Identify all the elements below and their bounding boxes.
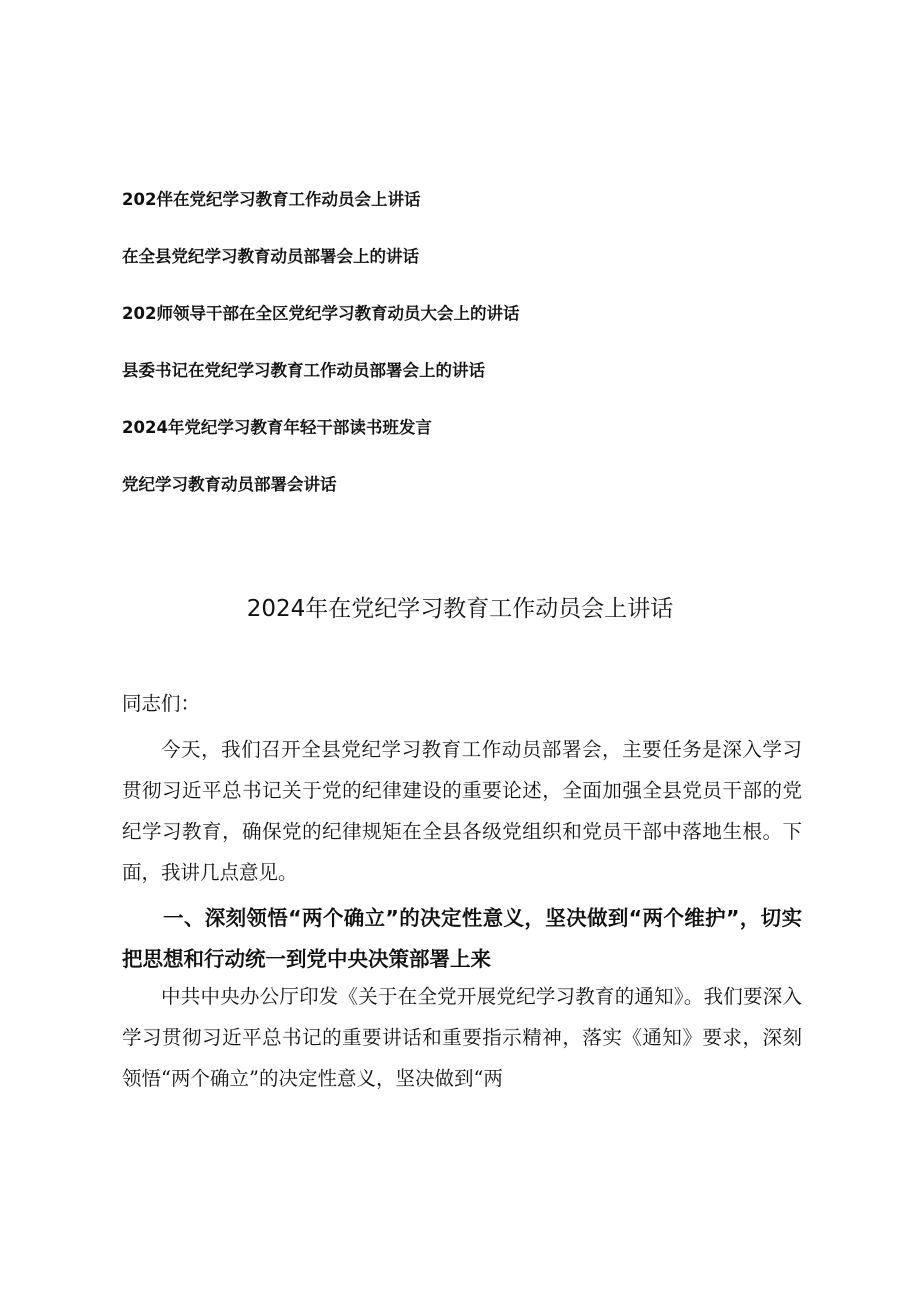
body-paragraph: 中共中央办公厅印发《关于在全党开展党纪学习教育的通知》。我们要深入学习贯彻习近平总书记的重要讲话和重要指示精神，落实《通知》要求，深刻领悟“两个确立”的决定性意义，坚决做到“两 — [122, 985, 802, 1090]
toc-item[interactable]: 202伴在党纪学习教育工作动员会上讲话 — [122, 190, 421, 209]
toc-item[interactable]: 党纪学习教育动员部署会讲话 — [122, 475, 337, 494]
table-of-contents — [122, 186, 822, 528]
toc-item[interactable]: 202师领导干部在全区党纪学习教育动员大会上的讲话 — [122, 304, 520, 323]
intro-paragraph: 今天，我们召开全县党纪学习教育工作动员部署会，主要任务是深入学习贯彻习近平总书记关于党的纪律建设的重要论述，全面加强全县党员干部的党纪学习教育，确保党的纪律规矩在全县各级党组织和党员干部中落地生根。下面，我讲几点意见。 — [122, 738, 802, 884]
salutation: 同志们： — [122, 692, 201, 715]
toc-item[interactable]: 县委书记在党纪学习教育工作动员部署会上的讲话 — [122, 361, 485, 380]
document-title: 2024年在党纪学习教育工作动员会上讲话 — [246, 596, 674, 622]
toc-item[interactable]: 2024年党纪学习教育年轻干部读书班发言 — [122, 418, 432, 437]
toc-item[interactable]: 在全县党纪学习教育动员部署会上的讲话 — [122, 247, 419, 266]
section-heading: 一、深刻领悟“两个确立”的决定性意义，坚决做到“两个维护”，切实把思想和行动统一到党中央决策部署上来 — [122, 906, 802, 971]
